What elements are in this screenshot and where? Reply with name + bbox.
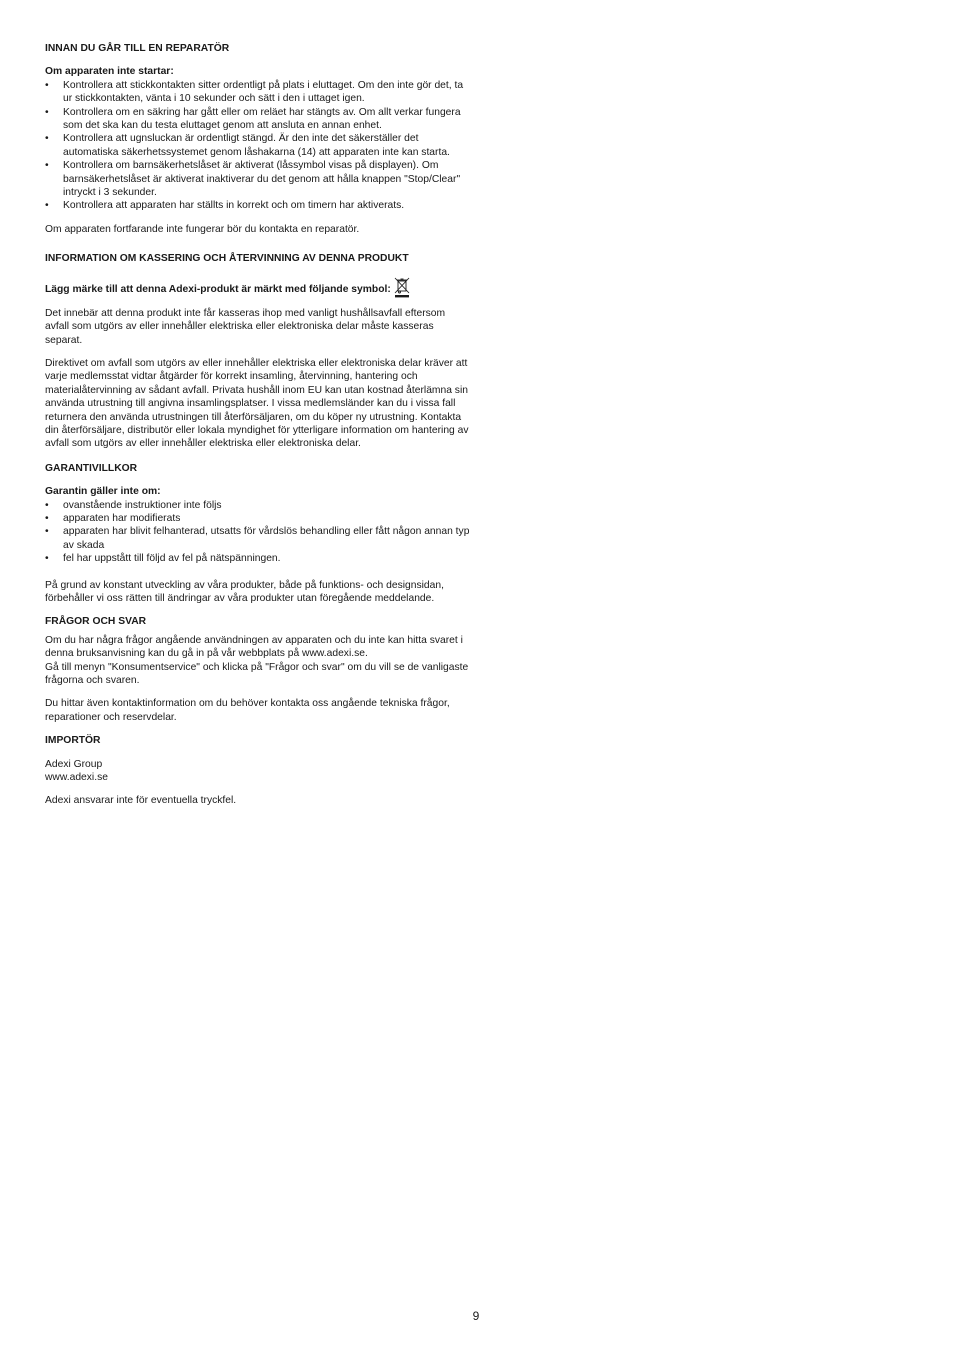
list-item: • apparaten har modifierats xyxy=(45,512,470,525)
crossed-out-wheelie-bin-icon xyxy=(394,276,410,298)
list-item: • Kontrollera om barnsäkerhetslåset är aktiverat (låssymbol visas på displayen). Om barnsäkerhetslåset är aktiverat inaktiverar du det genom att hålla knappen "Stop/Clear" intryckt i 3 sekunder. xyxy=(45,159,470,199)
importer-disclaimer: Adexi ansvarar inte för eventuella tryckfel. xyxy=(45,795,237,807)
repair-checklist xyxy=(45,79,470,213)
faq-paragraph-1: Om du har några frågor angående användningen av apparaten och du inte kan hitta svaret i denna bruksanvisning kan du gå in på vår webbplats på www.adexi.se. xyxy=(45,634,463,660)
page-number: 9 xyxy=(472,1309,480,1323)
importer-website: www.adexi.se xyxy=(45,772,108,784)
list-item: • Kontrollera att apparaten har ställts in korrekt och om timern har aktiverats. xyxy=(45,199,470,212)
faq-paragraph-2: Du hittar även kontaktinformation om du behöver kontakta oss angående tekniska frågor, reparationer och reservdelar. xyxy=(45,698,450,723)
warranty-subheading: Garantin gäller inte om: xyxy=(45,486,161,498)
importer-heading: IMPORTÖR xyxy=(45,735,101,747)
list-item: • fel har uppstått till följd av fel på nätspänningen. xyxy=(45,552,470,565)
warranty-heading: GARANTIVILLKOR xyxy=(45,462,138,474)
disposal-paragraph-1: Det innebär att denna produkt inte får kasseras ihop med vanligt hushållsavfall eftersom avfall som utgörs av eller innehåller elektriska eller elektroniska delar måste kasseras separat. xyxy=(45,307,446,346)
repair-subheading: Om apparaten inte startar: xyxy=(45,66,174,78)
list-item: • ovanstående instruktioner inte följs xyxy=(45,499,470,512)
repair-heading: INNAN DU GÅR TILL EN REPARATÖR xyxy=(45,43,230,54)
list-item: • Kontrollera att ugnsluckan är ordentligt stängd. Är den inte det säkerställer det automatiska säkerhetssystemet genom låshakarna (14) att apparaten inte kan starta. xyxy=(45,132,470,159)
list-item: • Kontrollera att stickkontakten sitter ordentligt på plats i eluttaget. Om den inte gör det, ta ur stickkontakten, vänta i 10 sekunder och sätt i den i uttaget igen. xyxy=(45,79,470,106)
faq-paragraph-1b: Gå till menyn "Konsumentservice" och klicka på "Frågor och svar" om du vill se de vanligaste frågorna och svaren. xyxy=(45,661,469,687)
importer-name: Adexi Group xyxy=(45,758,103,770)
disposal-symbol-text: Lägg märke till att denna Adexi-produkt är märkt med följande symbol: xyxy=(45,284,391,296)
disposal-heading: INFORMATION OM KASSERING OCH ÅTERVINNING AV DENNA PRODUKT xyxy=(45,253,409,265)
repair-closing: Om apparaten fortfarande inte fungerar bör du kontakta en reparatör. xyxy=(45,223,360,235)
list-item: • Kontrollera om en säkring har gått eller om reläet har stängts av. Om allt verkar fungera som det ska kan du testa eluttaget genom att ansluta en annan enhet. xyxy=(45,106,470,133)
warranty-paragraph: På grund av konstant utveckling av våra produkter, både på funktions- och designsidan, förbehåller vi oss rätten till ändringar av våra produkter utan föregående meddelande. xyxy=(45,579,444,604)
document-body xyxy=(45,42,470,808)
list-item: • apparaten har blivit felhanterad, utsatts för vårdslös behandling eller fått någon annan typ av skada xyxy=(45,525,470,552)
disposal-symbol-line xyxy=(45,276,470,297)
warranty-exclusions xyxy=(45,499,470,566)
disposal-paragraph-2: Direktivet om avfall som utgörs av eller innehåller elektriska eller elektroniska delar kräver att varje medlemsstat vidtar åtgärder för korrekt insamling, återvinning, hantering och materialåtervinning av sådant avfall. Privata hushåll inom EU kan utan kostnad återlämna sin använda utrustning till angivna insamlingsplatser. I vissa medlemsländer kan du i vissa fall returnera den använda utrustningen till återförsäljaren, om du köper ny utrustning. Kontakta din återförsäljare, distributör eller lokala myndighet för ytterligare information om hantering av avfall som utgörs av eller innehåller elektriska eller elektroniska delar. xyxy=(45,357,469,450)
faq-heading: FRÅGOR OCH SVAR xyxy=(45,616,147,628)
